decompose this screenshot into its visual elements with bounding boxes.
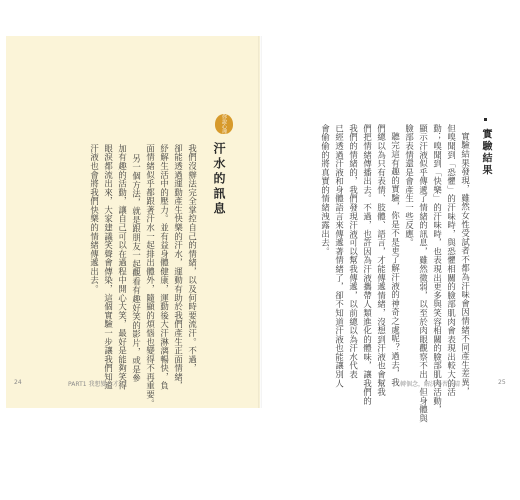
heading-marker-icon: [484, 118, 487, 121]
body-column: 我們的情緒的，我們發現汗液可以幫我傳遞，以前總以為汗水代表: [348, 124, 359, 379]
body-column: 已經透過汗液和身體語言來傳遞著情緒了，卻不知道汗液也能讓別人: [334, 124, 345, 388]
body-column: 另一個方法，就是跟朋友一起觀看有趣好笑的影片，或是參: [131, 154, 142, 383]
running-title-left: PART1 我想變心才了！: [68, 381, 131, 388]
body-column: 加有趣的活動，讓自己可以在過程中開心大笑，最好是能夠笑得: [117, 144, 128, 391]
running-title-right: 轉個念，解決學習天晴: [400, 381, 461, 388]
body-column: 但嗅聞到「恐懼」的汗味時，與恐懼相關的臉部肌肉會表現出較大的活: [446, 124, 457, 397]
body-column: 動；嗅聞到「快樂」的汗味時，也表現出更多與笑容相關的臉部肌肉活動，: [432, 124, 443, 415]
body-column: 們總以為只有表情、肢體、語言，才能傳遞情緒，沒想到汗液也會幫我: [376, 124, 387, 397]
body-column: 卻能透過運動產生快樂的汗水，運動有助於我們產生正面情緒，: [173, 144, 184, 391]
body-column: 聽完這有趣的實驗，你是不是更了解汗液的神奇之處呢？過去，我: [390, 132, 401, 387]
section-heading: 汗水的訊息: [212, 142, 226, 217]
section-badge: [215, 114, 233, 134]
section-heading-text: 實驗結果: [480, 128, 491, 177]
body-column: 我們沒辦法完全掌控自己的情緒，以及何時要流汗。不過，: [187, 144, 198, 373]
body-column: 顯示汗液似乎傳遞了情緒的訊息，雖然微弱，以至於肉眼觀察不出，但身體與: [418, 124, 429, 423]
right-page: [260, 36, 514, 423]
body-column: 實驗結果發現，雖然女性受試者不都為汗味會因情緒不同產生差異，: [460, 132, 471, 396]
book-spread: [6, 36, 514, 423]
body-column: 臉部表情還是會產生一些反應。: [404, 124, 415, 248]
body-column: 汗液也會將我們快樂的情緒傳遞出去。: [89, 144, 100, 294]
body-column: 會偷偷的將真實的情緒洩露出去。: [320, 124, 331, 256]
section-badge-label: 你說心理: [221, 114, 227, 134]
body-column: 眼淚都流出來，大家建議笑聲會傳染，這個實驗一步讓我們知道: [103, 144, 114, 391]
page-number-left: 24: [14, 379, 22, 386]
body-column: 紓解生活中的壓力。並有益身體健康，運動後大汗淋漓暢快，負: [159, 144, 170, 391]
left-page: [6, 36, 260, 408]
section-heading: [478, 118, 493, 176]
book-gutter: [258, 36, 262, 408]
body-column: 面情緒似乎都跟著汗水一起排出體外，隨顯的煩惱也變得不再重要。: [145, 144, 156, 408]
body-column: 們把情緒傳播出去。不過，也許因為汗液攜帶人類進化的體味，讓我們的: [362, 124, 373, 406]
page-number-right: 25: [498, 379, 506, 386]
